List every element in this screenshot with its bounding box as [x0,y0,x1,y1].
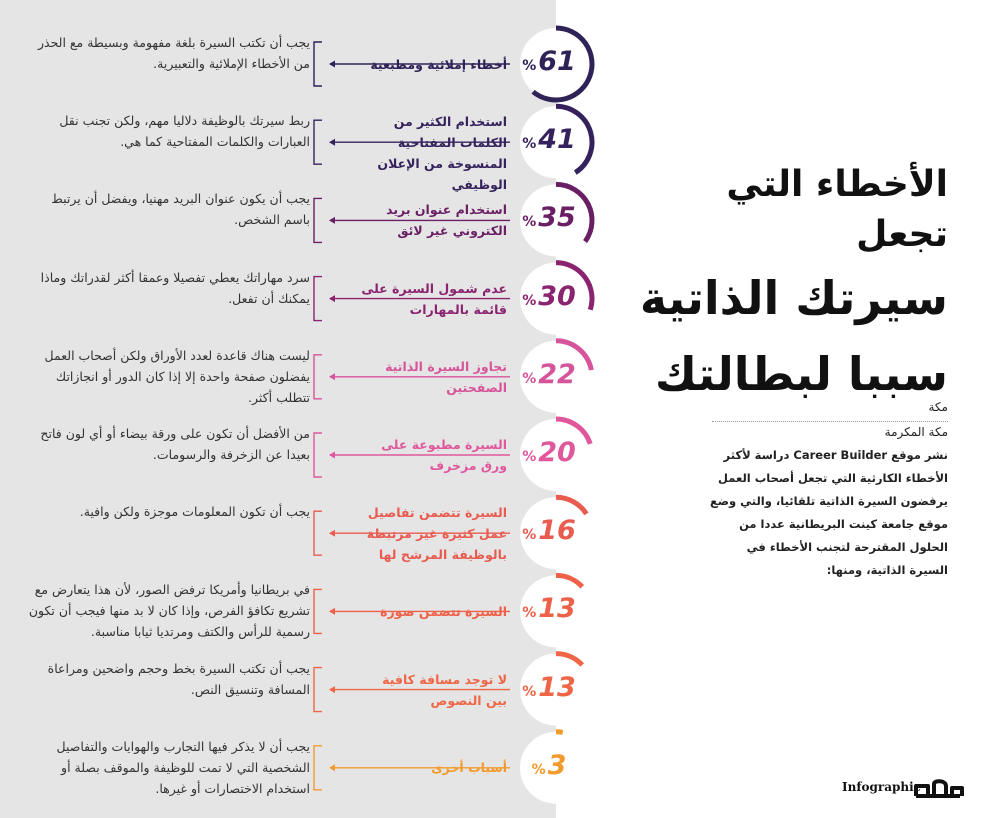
footer-label: Infographic [842,780,921,794]
percent-sign: % [522,136,537,153]
dateline-city: مكة [928,400,948,414]
percent-value [517,46,581,77]
reason-label: السيرة تتضمن صورة [380,603,507,619]
reason-row [0,415,610,495]
percent-sign: % [522,58,537,74]
percent-sign: % [522,449,537,465]
reason-row [0,180,610,260]
percent-sign: % [522,214,537,231]
intro-paragraph: نشر موقع Career Builder دراسة لأكثر الأخطاء الكارثية التي تجعل أصحاب العمل يرفضون السيرة الذاتية تلقائيا، والتي وضع موقع جامعة كينت البريطانية عددا من الحلول المقترحة لتجنب الأخطاء في السيرة الذاتية، ومنها: [710,448,948,577]
percent-sign: % [522,605,537,622]
percent-number: 41 [538,124,576,156]
title-line-3: سببا لبطالتك [654,347,948,401]
reason-row [0,259,610,339]
percent-value [517,281,581,312]
percent-number: 22 [538,358,576,390]
reason-description: من الأفضل أن تكون على ورقة بيضاء أو أي لون فاتح بعيدا عن الزخرفة والرسومات. [40,426,310,462]
percent-number: 30 [538,280,576,312]
percent-number: 3 [547,749,567,781]
reason-row [0,337,610,417]
percent-number: 61 [538,46,576,77]
reason-row [0,650,610,730]
title-line-1: الأخطاء التي تجعل [726,164,948,255]
page-title [628,160,948,412]
reason-label: أسباب أخرى [431,760,507,776]
reason-row [0,102,610,192]
reason-label: استخدام الكثير من الكلمات المفتاحية المنسوخة من الإعلان الوظيفي [377,113,507,192]
percent-sign: % [522,292,537,309]
percent-value [517,437,581,468]
reason-row [0,728,610,808]
percent-value [517,593,581,624]
reason-description: سرد مهاراتك يعطي تفصيلا وعمقا أكثر لقدراتك وماذا يمكنك أن تفعل. [40,269,310,306]
percent-value [517,750,581,781]
percent-value [517,672,581,703]
reason-description: يجب أن يكون عنوان البريد مهنيا، ويفضل أن يرتبط باسم الشخص. [51,191,310,228]
reason-label: أخطاء إملائية ومطبعية [370,56,507,72]
percent-sign: % [531,761,546,778]
percent-number: 35 [538,202,576,234]
percent-number: 16 [538,515,576,547]
reason-description: يجب أن تكتب السيرة بخط وحجم واضحين ومراعاة المسافة وتنسيق النص. [47,660,310,697]
percent-number: 20 [538,437,576,468]
percent-value [517,202,581,233]
reason-label: عدم شمول السيرة على قائمة بالمهارات [361,280,507,317]
percent-value [517,124,581,155]
reason-label: لا توجد مسافة كافية بين النصوص [382,671,507,708]
reason-label: استخدام عنوان بريد الكتروني غير لائق [386,202,507,239]
percent-number: 13 [538,593,576,625]
dateline-region: مكة المكرمة [884,425,948,439]
reason-row [0,571,610,651]
reason-description: ليست هناك قاعدة لعدد الأوراق ولكن أصحاب العمل يفضلون صفحة واحدة إلا إذا كان الدور أو انجازاتك تتطلب أكثر. [44,347,310,405]
reason-label: السيرة مطبوعة على ورق مزخرف [381,437,507,473]
reason-description: يجب أن لا يذكر فيها التجارب والهوايات والتفاصيل الشخصية التي لا تمت للوظيفة والموقف بصلة أو استخدام الاختصارات أو غيرها. [56,738,310,796]
percent-number: 13 [538,671,576,703]
percent-sign: % [522,683,537,700]
reason-description: يجب أن تكون المعلومات موجزة ولكن وافية. [79,504,310,520]
reason-label: تجاوز السيرة الذاتية الصفحتين [385,358,507,395]
makkah-logo-icon [914,778,964,800]
reason-label: السيرة تتضمن تفاصيل عمل كثيرة غير مرتبطة بالوظيفة المرشح لها [366,504,507,562]
divider [712,421,948,422]
percent-value [517,515,581,546]
reason-description: يجب أن تكتب السيرة بلغة مفهومة وبسيطة مع الحذر من الأخطاء الإملائية والتعبيرية. [37,35,310,71]
reason-description: ربط سيرتك بالوظيفة دلاليا مهم، ولكن تجنب نقل العبارات والكلمات المفتاحية كما هي. [59,113,310,150]
reason-row [0,24,610,104]
reason-row [0,493,610,573]
title-line-2: سيرتك الذاتية [639,271,948,325]
percent-sign: % [522,370,537,387]
reason-description: في بريطانيا وأمريكا ترفض الصور، لأن هذا يتعارض مع تشريع تكافؤ الفرص، وإذا كان لا بد منها فيجب أن تكون رسمية للرأس والكتف ومرتديا ثيابا مناسبة. [28,582,310,640]
percent-sign: % [522,527,537,544]
percent-value [517,359,581,390]
